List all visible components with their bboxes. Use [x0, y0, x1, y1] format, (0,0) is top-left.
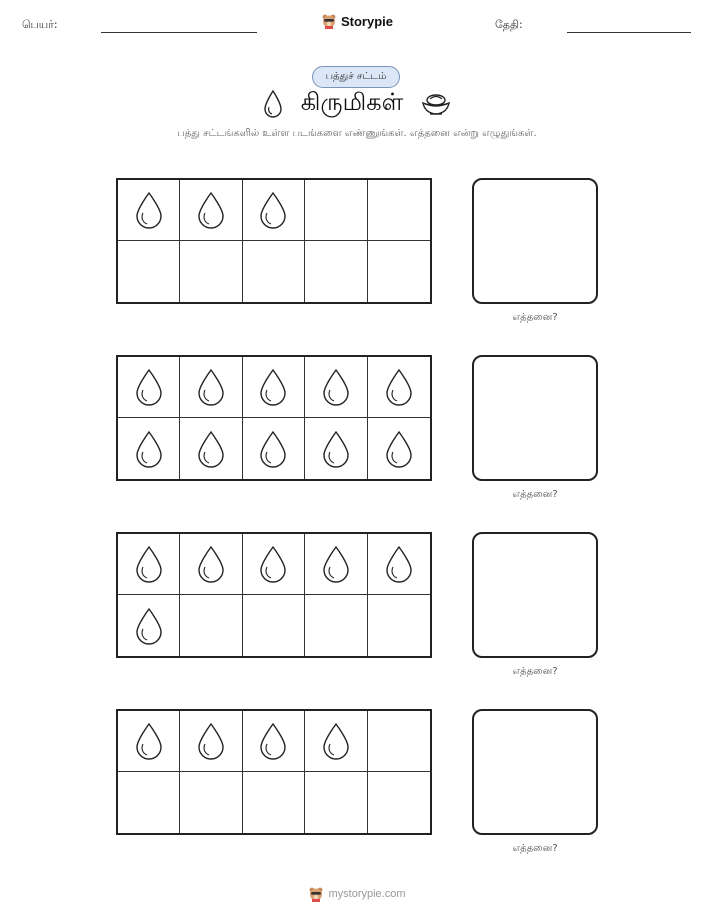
water-drop-icon: [134, 368, 164, 406]
water-drop-icon: [196, 191, 226, 229]
frame-cell: [305, 595, 367, 656]
answer-box-3[interactable]: [472, 532, 598, 658]
answer-question-4: எத்தனை?: [512, 843, 558, 854]
frame-cell: [368, 711, 430, 772]
frame-cell: [368, 772, 430, 833]
frame-cell: [305, 180, 367, 241]
answer-box-4[interactable]: [472, 709, 598, 835]
ten-frame-1: [116, 178, 432, 304]
ten-frame-2: [116, 355, 432, 481]
brand-name: Storypie: [340, 13, 393, 29]
answer-question-3: எத்தனை?: [512, 666, 558, 677]
frame-cell: [305, 357, 367, 418]
water-drop-icon: [134, 545, 164, 583]
water-drop-icon: [321, 368, 351, 406]
frame-cell: [368, 241, 430, 302]
frame-cell: [180, 711, 242, 772]
water-drop-icon: [134, 722, 164, 760]
water-drop-icon: [258, 368, 288, 406]
water-drop-icon: [258, 191, 288, 229]
name-label: பெயர்:: [22, 18, 58, 31]
water-drop-icon: [263, 90, 283, 118]
frame-cell: [243, 418, 305, 479]
frame-cell: [118, 711, 180, 772]
frame-cell: [180, 241, 242, 302]
bear-mascot-icon: [321, 13, 337, 29]
frame-cell: [180, 180, 242, 241]
title-row: [0, 88, 714, 119]
frame-cell: [243, 241, 305, 302]
frame-cell: [180, 357, 242, 418]
frame-cell: [118, 357, 180, 418]
frame-cell: [305, 241, 367, 302]
water-drop-icon: [258, 722, 288, 760]
frame-cell: [305, 711, 367, 772]
water-drop-icon: [196, 545, 226, 583]
frame-cell: [243, 357, 305, 418]
water-drop-icon: [134, 191, 164, 229]
frame-cell: [118, 241, 180, 302]
frame-cell: [305, 772, 367, 833]
answer-question-2: எத்தனை?: [512, 489, 558, 500]
topic-badge: பத்துச் சட்டம்: [312, 66, 400, 88]
frame-cell: [180, 772, 242, 833]
water-drop-icon: [258, 545, 288, 583]
date-label: தேதி:: [495, 18, 523, 31]
water-drop-icon: [321, 722, 351, 760]
frame-cell: [180, 534, 242, 595]
footer: [0, 886, 714, 902]
page-title: கிருமிகள்: [300, 88, 404, 116]
water-drop-icon: [321, 545, 351, 583]
name-line[interactable]: [101, 32, 257, 33]
water-drop-icon: [196, 722, 226, 760]
frame-cell: [243, 180, 305, 241]
frame-cell: [368, 595, 430, 656]
frame-cell: [305, 534, 367, 595]
frame-cell: [180, 418, 242, 479]
frame-cell: [243, 534, 305, 595]
frame-cell: [118, 418, 180, 479]
frame-cell: [368, 180, 430, 241]
frame-cell: [118, 772, 180, 833]
frame-cell: [368, 534, 430, 595]
water-drop-icon: [384, 430, 414, 468]
bear-mascot-icon: [308, 886, 324, 902]
water-drop-icon: [384, 545, 414, 583]
water-drop-icon: [196, 430, 226, 468]
answer-box-1[interactable]: [472, 178, 598, 304]
water-drop-icon: [134, 607, 164, 645]
answer-box-2[interactable]: [472, 355, 598, 481]
water-drop-icon: [258, 430, 288, 468]
answer-question-1: எத்தனை?: [512, 312, 558, 323]
frame-cell: [243, 711, 305, 772]
ten-frame-4: [116, 709, 432, 835]
ten-frame-3: [116, 532, 432, 658]
brand-logo: [0, 13, 714, 29]
frame-cell: [243, 772, 305, 833]
frame-cell: [180, 595, 242, 656]
water-drop-icon: [134, 430, 164, 468]
date-line[interactable]: [567, 32, 691, 33]
water-drop-icon: [196, 368, 226, 406]
instructions: பத்து சட்டங்களில் உள்ள படங்களை எண்ணுங்கள். எத்தனை என்று எழுதுங்கள்.: [177, 128, 537, 139]
frame-cell: [118, 180, 180, 241]
water-drop-icon: [321, 430, 351, 468]
frame-cell: [243, 595, 305, 656]
frame-cell: [305, 418, 367, 479]
frame-cell: [368, 357, 430, 418]
frame-cell: [368, 418, 430, 479]
frame-cell: [118, 595, 180, 656]
footer-url: mystorypie.com: [328, 888, 406, 900]
frame-cell: [118, 534, 180, 595]
bowl-icon: [421, 91, 451, 117]
water-drop-icon: [384, 368, 414, 406]
